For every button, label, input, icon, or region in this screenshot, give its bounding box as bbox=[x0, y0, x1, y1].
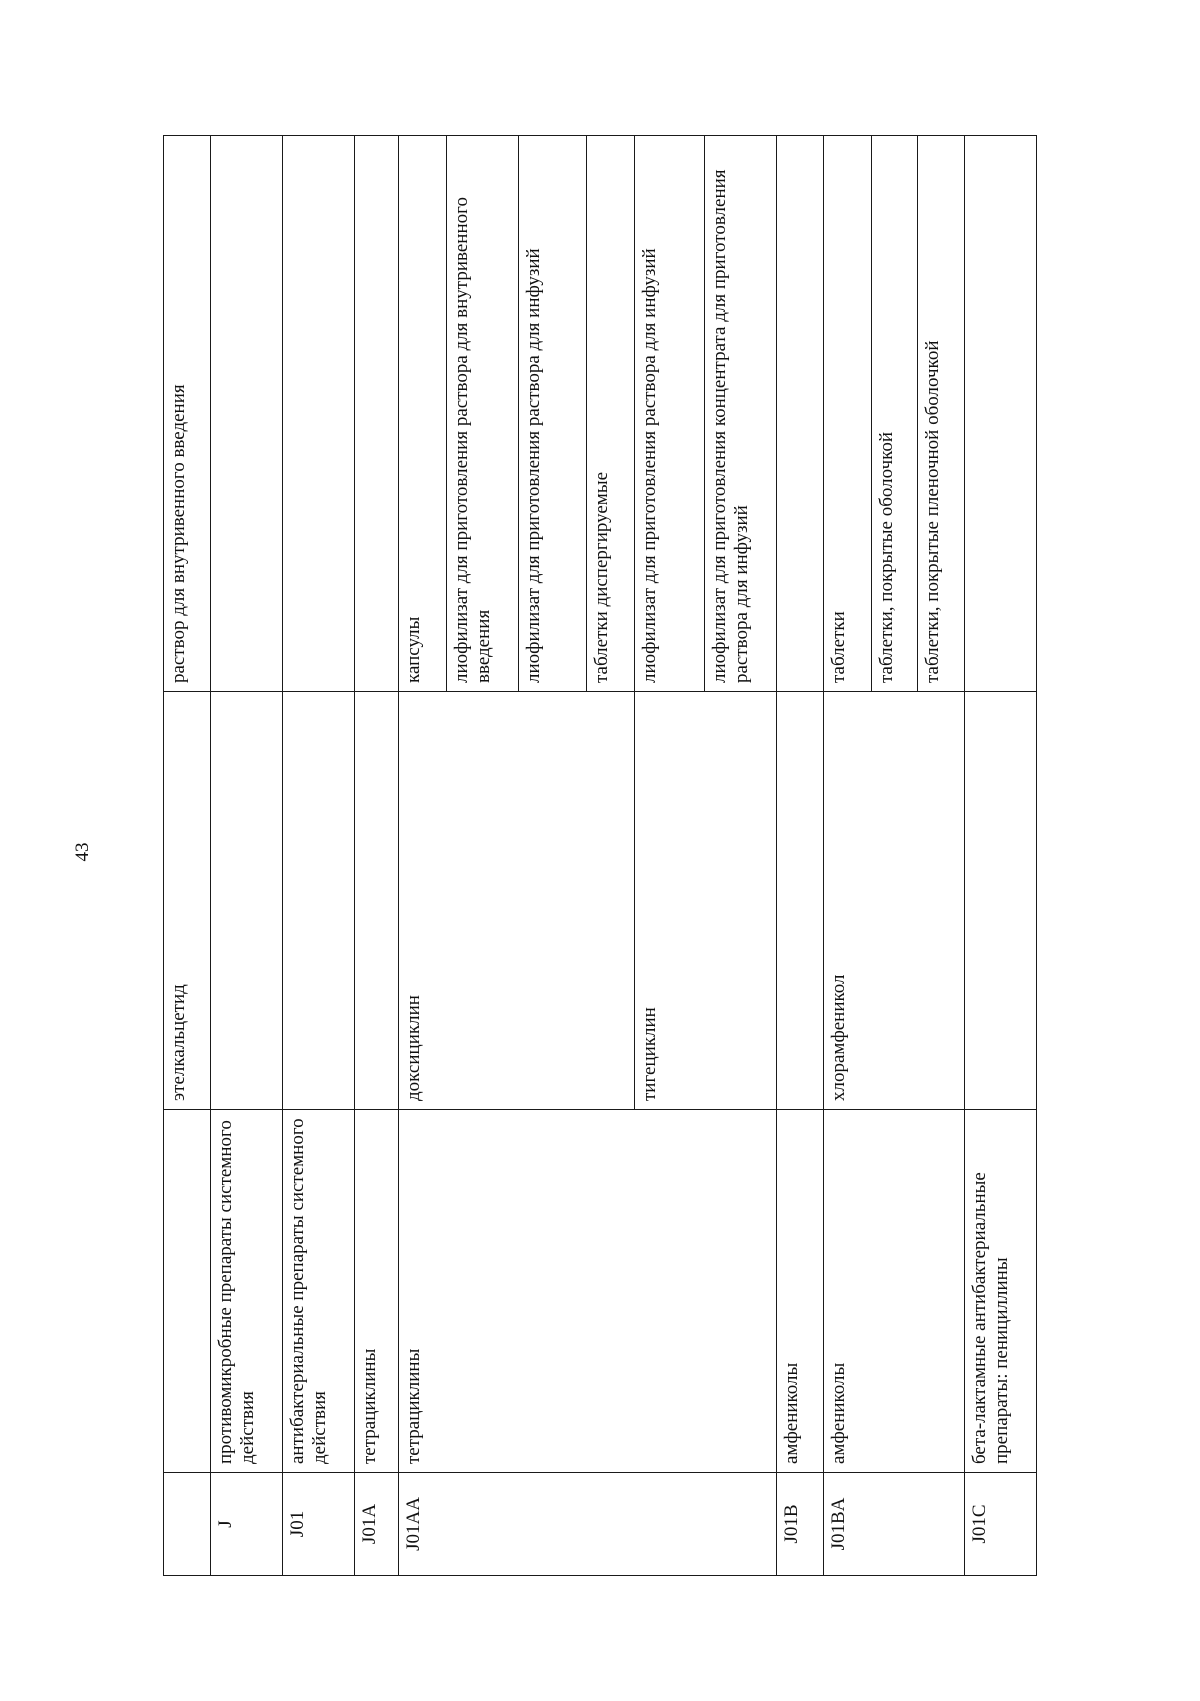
table-row bbox=[777, 136, 824, 1576]
dosage-form-cell: таблетки bbox=[824, 136, 872, 692]
atc-code-cell: J01AA bbox=[399, 1473, 777, 1576]
atc-group-cell: амфениколы bbox=[777, 1110, 824, 1473]
dosage-form-cell: лиофилизат для приготовления раствора для внутривенного введения bbox=[447, 136, 519, 692]
inn-cell: доксициклин bbox=[399, 692, 635, 1110]
atc-group-cell: тетрациклины bbox=[355, 1110, 399, 1473]
table-row bbox=[164, 136, 211, 1576]
table-row bbox=[965, 136, 1037, 1576]
atc-group-cell: тетрациклины bbox=[399, 1110, 777, 1473]
atc-code-cell: J bbox=[211, 1473, 283, 1576]
table-row bbox=[824, 136, 872, 1576]
inn-cell bbox=[211, 692, 283, 1110]
inn-cell bbox=[355, 692, 399, 1110]
dosage-form-cell bbox=[211, 136, 283, 692]
table-row bbox=[211, 136, 283, 1576]
inn-cell bbox=[777, 692, 824, 1110]
dosage-form-cell: лиофилизат для приготовления раствора для инфузий bbox=[519, 136, 587, 692]
inn-cell: тигециклин bbox=[635, 692, 777, 1110]
atc-group-cell bbox=[164, 1110, 211, 1473]
table-row bbox=[283, 136, 355, 1576]
inn-cell bbox=[965, 692, 1037, 1110]
inn-cell: хлорамфеникол bbox=[824, 692, 965, 1110]
dosage-form-cell: таблетки диспергируемые bbox=[587, 136, 635, 692]
dosage-form-cell: лиофилизат для приготовления концентрата для приготовления раствора для инфузий bbox=[705, 136, 777, 692]
dosage-form-cell bbox=[777, 136, 824, 692]
dosage-form-cell bbox=[283, 136, 355, 692]
dosage-form-cell: лиофилизат для приготовления раствора для инфузий bbox=[635, 136, 705, 692]
atc-code-cell: J01C bbox=[965, 1473, 1037, 1576]
medicines-table bbox=[163, 135, 1037, 1576]
table-row bbox=[399, 136, 447, 1576]
atc-code-cell: J01B bbox=[777, 1473, 824, 1576]
atc-code-cell: J01 bbox=[283, 1473, 355, 1576]
inn-cell bbox=[283, 692, 355, 1110]
table-row bbox=[355, 136, 399, 1576]
dosage-form-cell bbox=[355, 136, 399, 692]
atc-code-cell bbox=[164, 1473, 211, 1576]
dosage-form-cell bbox=[965, 136, 1037, 692]
dosage-form-cell: таблетки, покрытые оболочкой bbox=[872, 136, 918, 692]
medicines-table-wrapper bbox=[163, 136, 1108, 1576]
atc-code-cell: J01BA bbox=[824, 1473, 965, 1576]
atc-code-cell: J01A bbox=[355, 1473, 399, 1576]
atc-group-cell: бета-лактамные антибактериальные препараты: пенициллины bbox=[965, 1110, 1037, 1473]
atc-group-cell: амфениколы bbox=[824, 1110, 965, 1473]
dosage-form-cell: раствор для внутривенного введения bbox=[164, 136, 211, 692]
atc-group-cell: противомикробные препараты системного действия bbox=[211, 1110, 283, 1473]
dosage-form-cell: капсулы bbox=[399, 136, 447, 692]
inn-cell: этелкальцетид bbox=[164, 692, 211, 1110]
dosage-form-cell: таблетки, покрытые пленочной оболочкой bbox=[918, 136, 965, 692]
atc-group-cell: антибактериальные препараты системного действия bbox=[283, 1110, 355, 1473]
page-number: 43 bbox=[72, 842, 93, 862]
